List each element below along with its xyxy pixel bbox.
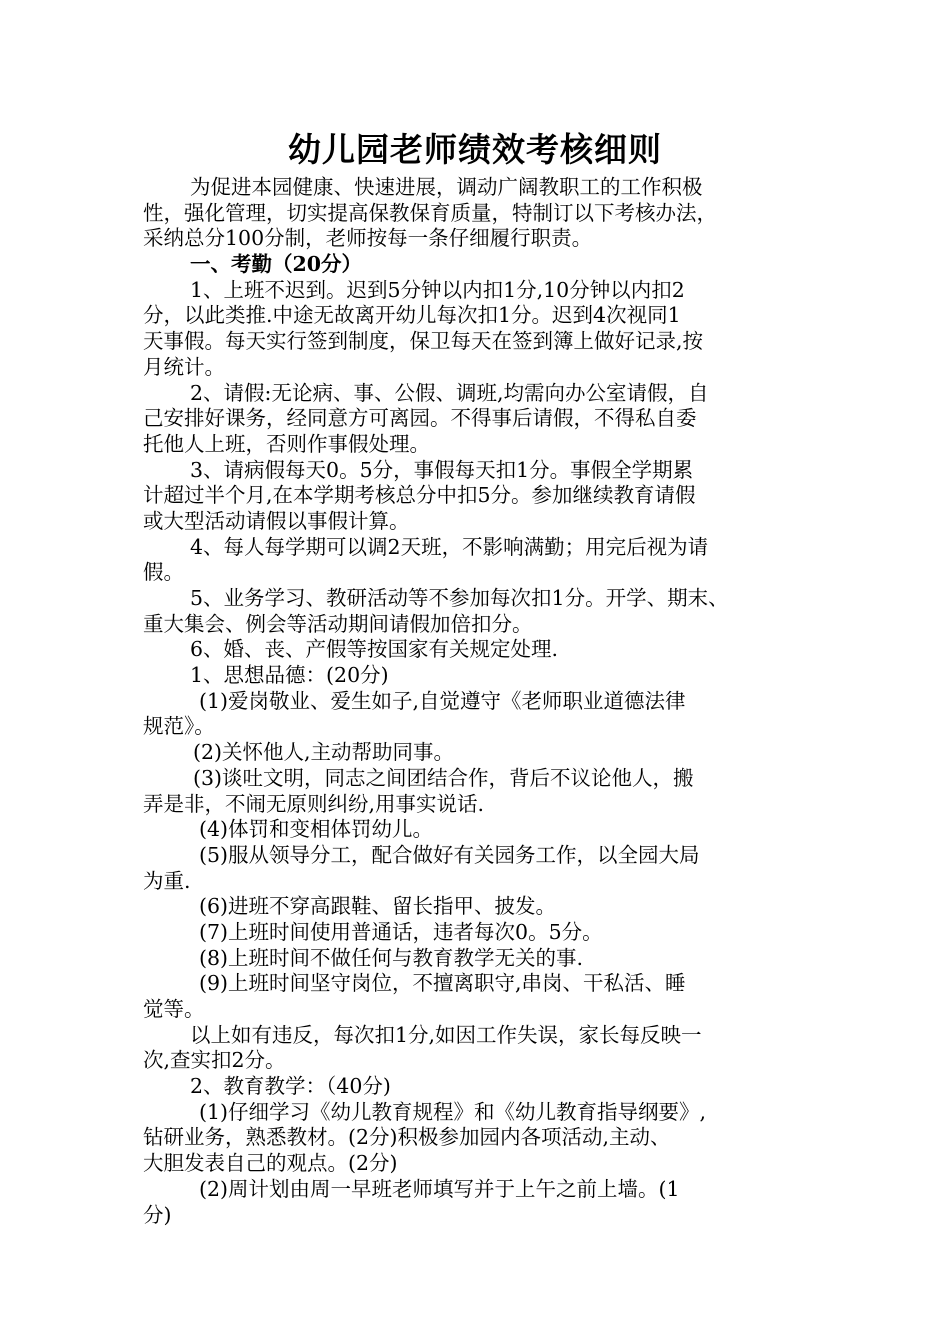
paragraph-line: 计超过半个月,在本学期考核总分中扣5分。参加继续教育请假	[143, 483, 696, 508]
paragraph-line: 为促进本园健康、快速进展，调动广阔教职工的工作积极	[190, 175, 703, 199]
paragraph-line: 托他人上班，否则作事假处理。	[143, 431, 430, 456]
list-item-line: 分)	[143, 1202, 172, 1227]
paragraph-line: 性，强化管理，切实提高保教保育质量，特制订以下考核办法，	[143, 200, 717, 225]
paragraph-line: 月统计。	[143, 354, 225, 379]
paragraph-line: 5、业务学习、教研活动等不参加每次扣1分。开学、期末、	[190, 586, 729, 610]
list-item-line: 大胆发表自己的观点。(2分)	[143, 1151, 398, 1176]
paragraph-line: 次,查实扣2分。	[143, 1048, 286, 1073]
list-item-line: 弄是非，不闹无原则纠纷,用事实说话.	[143, 791, 485, 816]
document-body	[143, 175, 815, 1228]
list-item-line: (2)关怀他人,主动帮助同事。	[193, 740, 455, 765]
paragraph-line: 6、婚、丧、产假等按国家有关规定处理.	[190, 637, 559, 662]
paragraph-line: 4、每人每学期可以调2天班，不影响满勤；用完后视为请	[190, 534, 709, 559]
list-item-line: (1)爱岗敬业、爱生如子,自觉遵守《老师职业道德法律	[199, 688, 686, 713]
list-item-line: (2)周计划由周一早班老师填写并于上午之前上墙。(1	[199, 1176, 680, 1201]
paragraph-line: 假。	[143, 560, 184, 585]
list-item-line: (4)体罚和变相体罚幼儿。	[199, 817, 434, 842]
paragraph-line: 分，以此类推.中途无故离开幼儿每次扣1分。迟到4次视同1	[143, 303, 681, 328]
section-heading: 1、思想品德：(20分)	[190, 663, 389, 688]
paragraph-line: 以上如有违反，每次扣1分,如因工作失误，家长每反映一	[190, 1022, 702, 1047]
list-item-line: (8)上班时间不做任何与教育教学无关的事.	[199, 945, 584, 970]
paragraph-line: 己安排好课务，经同意方可离园。不得事后请假，不得私自委	[143, 406, 697, 431]
list-item-line: (1)仔细学习《幼儿教育规程》和《幼儿教育指导纲要》,	[199, 1099, 707, 1124]
list-item-line: (6)进班不穿高跟鞋、留长指甲、披发。	[199, 894, 557, 919]
paragraph-line: 1、上班不迟到。迟到5分钟以内扣1分,10分钟以内扣2	[190, 277, 685, 302]
list-item-line: (5)服从领导分工，配合做好有关园务工作，以全园大局	[199, 842, 700, 867]
list-item-line: 规范》。	[143, 714, 215, 739]
list-item-line: (9)上班时间坚守岗位，不擅离职守,串岗、干私活、睡	[199, 971, 686, 996]
list-item-line: 觉等。	[143, 997, 205, 1021]
paragraph-line: 3、请病假每天0。5分，事假每天扣1分。事假全学期累	[190, 457, 694, 482]
paragraph-line: 天事假。每天实行签到制度，保卫每天在签到簿上做好记录,按	[143, 329, 704, 354]
list-item-line: (7)上班时间使用普通话，违者每次0。5分。	[199, 919, 603, 944]
document-title: 幼儿园老师绩效考核细则	[288, 130, 662, 169]
paragraph-line: 重大集会、例会等活动期间请假加倍扣分。	[143, 611, 533, 636]
paragraph-line: 2、请假:无论病、事、公假、调班,均需向办公室请假，自	[190, 380, 709, 405]
paragraph-line: 采纳总分100分制，老师按每一条仔细履行职责。	[143, 226, 593, 251]
section-heading: 一、考勤（20分）	[190, 252, 363, 277]
list-item-line: 为重.	[143, 868, 191, 893]
section-heading: 2、教育教学：（40分)	[190, 1074, 391, 1099]
list-item-line: (3)谈吐文明，同志之间团结合作，背后不议论他人，搬	[193, 765, 694, 790]
list-item-line: 钻研业务，熟悉教材。(2分)积极参加园内各项活动,主动、	[143, 1125, 671, 1150]
paragraph-line: 或大型活动请假以事假计算。	[143, 508, 410, 533]
